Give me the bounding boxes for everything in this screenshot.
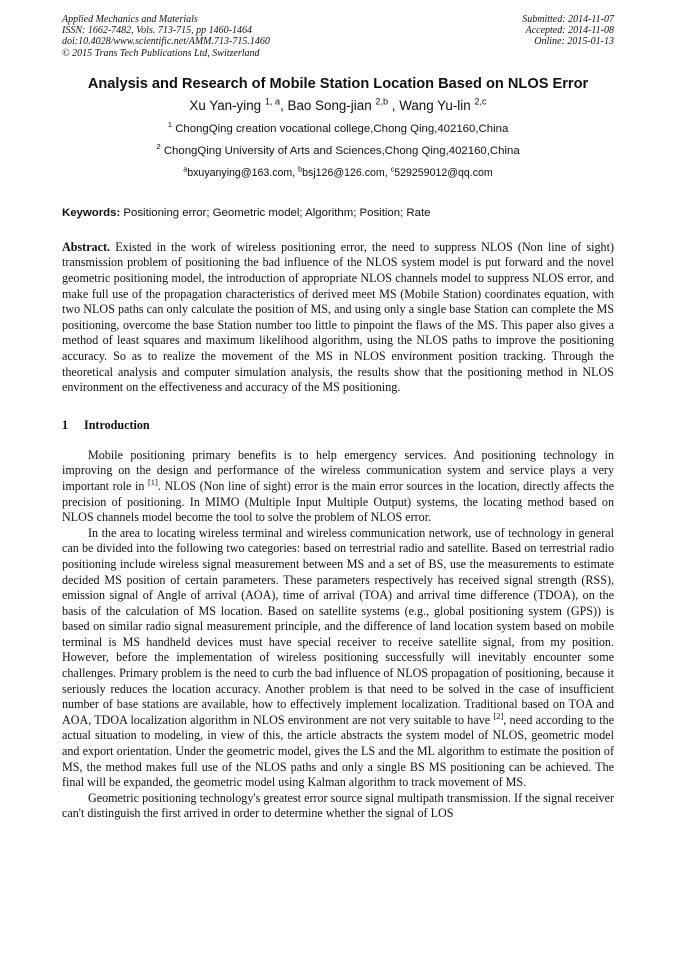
email-text: 529259012@qq.com [394,166,493,179]
paragraph-text: . NLOS (Non line of sight) error is the main error sources in the location, directly affects the precision of positioning. In MIMO (Multiple Input Multiple Output) systems, the locating method based on NLOS channels model become the tool to solve the problem of NLOS error. [62,478,614,525]
journal-doi: doi:10.4028/www.scientific.net/AMM.713-715.1460 [62,36,270,48]
paragraph-text: , need according to the actual situation to modeling, in view of this, the article abstracts the system model of NLOS, geometric model and export orientation. Under the geometric model, gives the LS and the ML algorithm to estimate the position of MS, the method makes full use of the NLOS paths and only a single BS MS positioning can be achieved. The final will be expanded, the geometric model using Kalman algorithm to track movement of MS. [62,712,615,790]
accepted-date: Accepted: 2014-11-08 [525,25,614,37]
journal-issn: ISSN: 1662-7482, Vols. 713-715, pp 1460-1464 [62,25,252,37]
author-superscript: 2,b [375,96,389,107]
citation: [2] [493,710,504,721]
paragraph-text: Mobile positioning primary benefits is to help emergency services. And positioning technology in improving on the design and performance of the wireless communication system and service plays a very important role in [62,447,614,493]
paragraph-text: In the area to locating wireless terminal and wireless communication network, use of technology in general can be divided into the following two categories: based on terrestrial radio and satellite. Based on terrestrial radio positioning include wireless signal measurement between MS and a set of BS, use the measurements to estimate decided MS position of certain parameters. These parameters respectively has received signal strength (RSS), emission signal of Angle of arrival (AOA), time of arrival (TOA) and arrival time difference (TDOA), on the basis of the calculation of MS location. Based on satellite systems (e.g., global positioning system (GPS)) is based on similar radio signal measurement principle, and the difference of land location system based on mobile terminal is MS handheld devices must have special receiver to receive satellite signal, from my position. However, before the implementation of wireless positioning successfully will inevitably encounter some challenges. Primary problem is the need to curb the bad influence of NLOS propagation of positioning, because it seriously reduces the location accuracy. Another problem is that need to be solved in the case of insufficient number of base stations are available, how to effectively implement localization. Traditional based on TOA and AOA, TDOA localization algorithm in NLOS environment are not very suitable to have [62,525,614,727]
paragraph-text: Geometric positioning technology's greatest error source signal multipath transmission. If the signal receiver can't distinguish the first arrived in order to determine whether the signal of LOS [62,790,614,821]
email-text: bxuyanying@163.com, [187,166,296,179]
journal-header [62,14,614,59]
journal-info [62,14,270,59]
submitted-date: Submitted: 2014-11-07 [522,14,614,25]
section-heading [62,418,614,433]
author-name: Xu Yan-ying [189,97,262,113]
author-emails [62,164,614,180]
affiliation-text: ChongQing University of Arts and Sciences,Chong Qing,402160,China [163,144,520,157]
author-superscript: 2,c [474,96,487,107]
author-name: Wang Yu-lin [399,97,471,113]
affiliation [62,142,614,158]
author-name: Bao Song-jian [287,97,372,113]
affiliation-superscript: 2 [156,142,161,152]
section-title: Introduction [84,417,150,432]
author-superscript: 1, a [264,96,281,107]
paragraph [62,526,614,791]
abstract [62,240,614,396]
citation: [1] [147,476,158,487]
affiliation-superscript: 1 [167,120,173,130]
paragraph [62,448,614,526]
journal-name: Applied Mechanics and Materials [62,14,198,25]
author-list: Xu Yan-ying $^{1, a}$, Bao Song-jian $^{2,b}$ , Wang Yu-lin $^{2,c}$ [189,96,487,113]
keywords-label: Keywords: [62,206,121,219]
section-number: 1 [62,417,69,432]
affiliation-text: ChongQing creation vocational college,Chong Qing,402160,China [175,122,509,135]
paper-title: Analysis and Research of Mobile Station Location Based on NLOS Error [87,75,589,92]
email-superscript: b [298,164,303,174]
keywords [62,206,614,220]
abstract-text: Existed in the work of wireless positioning error, the need to suppress NLOS (Non line of sight) transmission problem of positioning the bad influence of the NLOS system model is put forward and the novel geometric positioning model, the introduction of appropriate NLOS channels model to suppress NLOS error, and make full use of the propagation characteristics of derived meet MS (Mobile Station) coordinates equation, with two NLOS paths can only calculate the position of MS, and using only a single base Station can complete the MS positioning, overcome the base Station number too little to pinpoint the flaws of the MS. This paper also gives a method of least squares and maximum likelihood algorithm, using the NLOS paths to improve the positioning accuracy. So as to realize the movement of the MS in NLOS environment position tracking. Through the theoretical analysis and computer simulation analysis, the results show that the positioning method in NLOS environment on the effectiveness and accuracy of the MS positioning. [62,239,614,395]
journal-copyright: © 2015 Trans Tech Publications Ltd, Switzerland [62,47,260,59]
email-superscript: c [390,164,395,174]
email-superscript: a [183,164,188,174]
email-text: bsj126@126.com, [302,166,388,179]
online-date: Online: 2015-01-13 [534,36,614,48]
keywords-text: Positioning error; Geometric model; Algorithm; Position; Rate [123,206,431,219]
paragraph [62,791,614,822]
affiliation [62,120,614,136]
publication-dates [522,14,614,59]
abstract-label: Abstract. [62,239,111,254]
